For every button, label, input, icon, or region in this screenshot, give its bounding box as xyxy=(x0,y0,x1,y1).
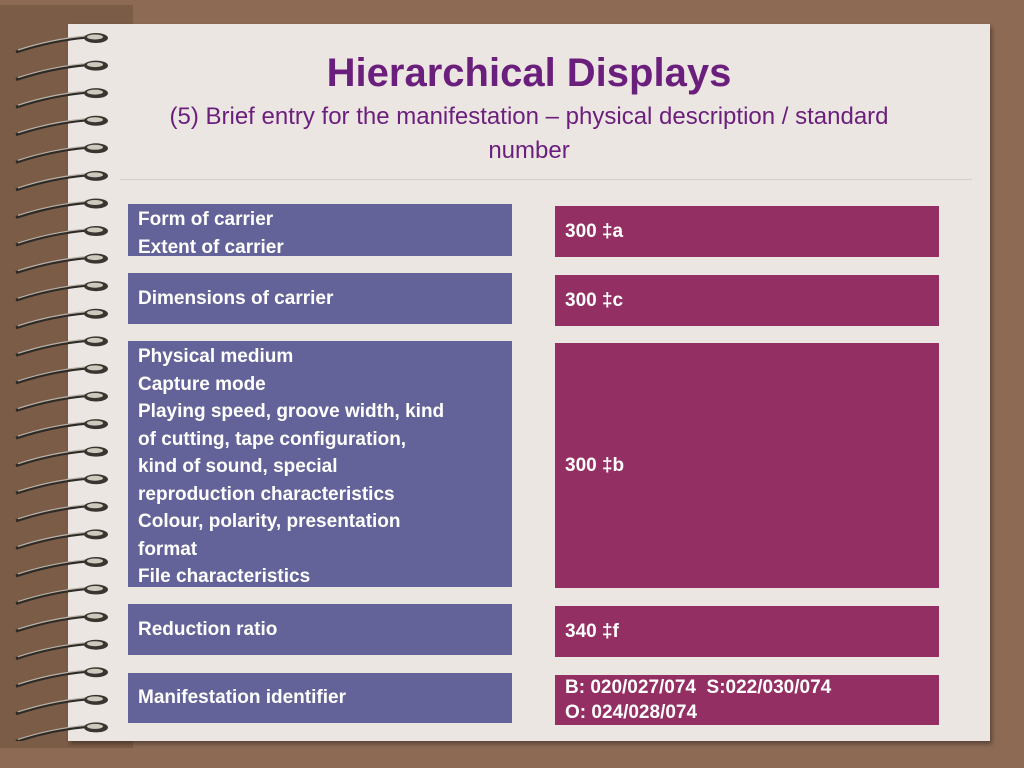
marc-code: B: 020/027/074 S:022/030/074 xyxy=(565,677,832,698)
marc-box-300c xyxy=(555,275,939,326)
marc-box-identifier-fields xyxy=(555,675,939,725)
field-box-reduction-ratio xyxy=(128,604,512,655)
field-label: Physical medium xyxy=(138,346,294,367)
marc-code: 300 ‡a xyxy=(565,220,624,242)
marc-code: O: 024/028/074 xyxy=(565,702,698,723)
marc-code: 340 ‡f xyxy=(565,620,619,642)
field-label: of cutting, tape configuration, xyxy=(138,428,407,450)
field-label: Capture mode xyxy=(138,373,266,395)
field-label: reproduction characteristics xyxy=(138,483,395,505)
slide-subtitle: (5) Brief entry for the manifestation – physical description / standard number xyxy=(169,103,889,164)
field-box-manifestation-identifier xyxy=(128,673,512,723)
field-label: Extent of carrier xyxy=(138,236,284,258)
field-label: kind of sound, special xyxy=(138,456,338,477)
title-block xyxy=(68,50,990,168)
slide-title: Hierarchical Displays xyxy=(326,51,732,95)
marc-box-300b xyxy=(555,343,939,588)
marc-code: 300 ‡b xyxy=(565,454,625,476)
field-label: Reduction ratio xyxy=(138,618,278,640)
field-box-physical-medium xyxy=(128,341,512,587)
marc-code: 300 ‡c xyxy=(565,289,624,311)
field-label: Playing speed, groove width, kind xyxy=(138,401,445,422)
marc-box-300a xyxy=(555,206,939,257)
field-label: File characteristics xyxy=(138,566,311,587)
field-label: format xyxy=(138,538,198,560)
field-box-dimensions xyxy=(128,273,512,324)
field-label: Manifestation identifier xyxy=(138,687,346,709)
title-divider xyxy=(120,179,972,180)
field-label: Colour, polarity, presentation xyxy=(138,511,401,532)
field-label: Form of carrier xyxy=(138,209,274,230)
marc-box-340f xyxy=(555,606,939,657)
field-box-form-extent xyxy=(128,204,512,256)
field-label: Dimensions of carrier xyxy=(138,287,334,309)
